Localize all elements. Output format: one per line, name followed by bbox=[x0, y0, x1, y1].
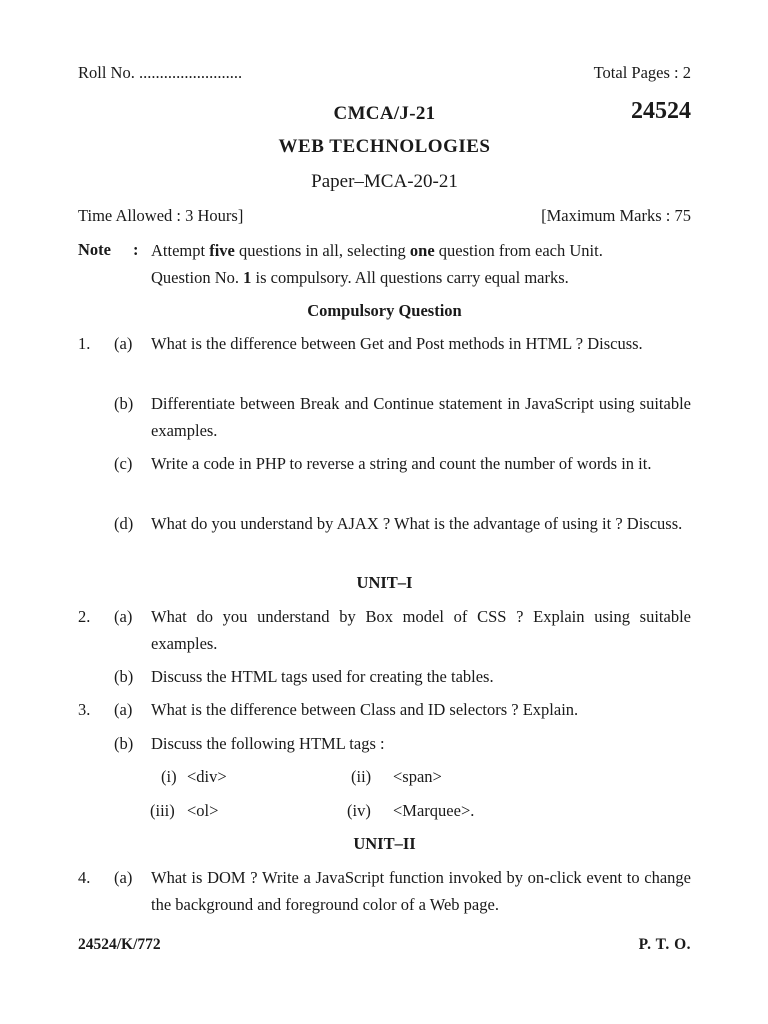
tag-item-text: <div> bbox=[187, 767, 227, 786]
question-text: What is DOM ? Write a JavaScript function invoked by on-click event to change the background and foreground color of a Web page. bbox=[151, 868, 691, 914]
paper-number: 24524 bbox=[631, 98, 691, 124]
note-text-part: question from each Unit. bbox=[434, 241, 603, 260]
unit-1-heading: UNIT–I bbox=[356, 573, 413, 592]
exam-code: CMCA/J-21 bbox=[333, 103, 436, 124]
time-allowed: Time Allowed : 3 Hours] bbox=[78, 206, 244, 225]
part-label: (c) bbox=[114, 454, 133, 473]
question-text: What is the difference between Class and ID selectors ? Explain. bbox=[151, 700, 579, 719]
question-text: Discuss the HTML tags used for creating the tables. bbox=[151, 667, 494, 686]
note-text-part: Question No. bbox=[151, 268, 244, 287]
tag-item-label: (iii) bbox=[150, 801, 175, 820]
tag-item-label: (ii) bbox=[351, 767, 372, 786]
question-number: 4. bbox=[78, 868, 91, 887]
question-text: Differentiate between Break and Continue statement in JavaScript using suitable examples. bbox=[151, 394, 691, 440]
note-block bbox=[78, 240, 691, 294]
question-2a bbox=[78, 607, 691, 661]
footer-code: 24524/K/772 bbox=[78, 936, 161, 953]
roll-no: Roll No. ......................... bbox=[78, 63, 243, 82]
paper-code: Paper–MCA-20-21 bbox=[311, 171, 458, 192]
question-1c bbox=[78, 454, 691, 508]
total-pages: Total Pages : 2 bbox=[593, 63, 691, 82]
part-label: (b) bbox=[114, 734, 134, 753]
subject-title: WEB TECHNOLOGIES bbox=[278, 136, 491, 157]
part-label: (b) bbox=[114, 667, 134, 686]
title-row bbox=[78, 98, 691, 128]
part-label: (a) bbox=[114, 334, 133, 353]
note-label: Note bbox=[78, 240, 111, 259]
note-emphasis-five: five bbox=[209, 241, 235, 260]
part-label: (a) bbox=[114, 700, 133, 719]
note-text bbox=[151, 237, 691, 291]
tag-item-text: <span> bbox=[393, 767, 442, 786]
question-number: 1. bbox=[78, 334, 91, 353]
note-text-part: questions in all, selecting bbox=[234, 241, 410, 260]
question-text: What do you understand by Box model of CSS ? Explain using suitable examples. bbox=[151, 607, 691, 653]
pto-label: P. T. O. bbox=[638, 936, 691, 953]
question-text: What do you understand by AJAX ? What is the advantage of using it ? Discuss. bbox=[151, 514, 683, 533]
question-1a bbox=[78, 334, 691, 388]
tag-item-label: (i) bbox=[161, 767, 177, 786]
exam-paper-page bbox=[78, 0, 691, 1024]
question-1b bbox=[78, 394, 691, 448]
part-label: (a) bbox=[114, 868, 133, 887]
part-label: (a) bbox=[114, 607, 133, 626]
question-1d bbox=[78, 514, 691, 568]
tag-item-text: <ol> bbox=[187, 801, 219, 820]
tag-item-label: (iv) bbox=[347, 801, 371, 820]
unit-2-heading: UNIT–II bbox=[353, 834, 416, 853]
note-colon: : bbox=[133, 240, 139, 259]
part-label: (d) bbox=[114, 514, 134, 533]
question-text: Discuss the following HTML tags : bbox=[151, 734, 385, 753]
part-label: (b) bbox=[114, 394, 134, 413]
question-text: What is the difference between Get and Post methods in HTML ? Discuss. bbox=[151, 334, 643, 353]
compulsory-heading: Compulsory Question bbox=[307, 301, 462, 320]
note-emphasis-one: one bbox=[409, 241, 435, 260]
question-number: 2. bbox=[78, 607, 91, 626]
question-text: Write a code in PHP to reverse a string and count the number of words in it. bbox=[151, 454, 652, 473]
question-4a bbox=[78, 868, 691, 922]
note-emphasis-1: 1 bbox=[243, 268, 252, 287]
max-marks: [Maximum Marks : 75 bbox=[541, 206, 691, 225]
tag-item-text: <Marquee>. bbox=[393, 801, 475, 820]
note-text-part: is compulsory. All questions carry equal marks. bbox=[251, 268, 569, 287]
note-text-part: Attempt bbox=[151, 241, 210, 260]
question-number: 3. bbox=[78, 700, 91, 719]
